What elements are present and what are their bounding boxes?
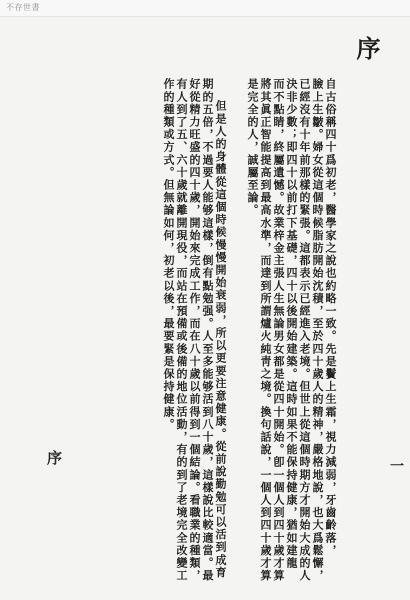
scan-header-bar — [0, 0, 410, 17]
text-column-13: 作的種類或方式。但無論如何，初老以後，最要緊是保持健康。 — [162, 78, 175, 431]
page-number: 一 — [390, 459, 404, 475]
text-column-12: 有人到了五、六十歲就離開現役，而站在預備或後備的地位活動，有的到了老境完全改變工 — [175, 78, 188, 582]
text-column-2: 臉上生皺。婦女從這個時候脂肪開始沈積，至於四十歲人的精神，嚴格地說，也大爲鬆懈， — [311, 78, 324, 582]
text-column-9: 但是人的身體從這個時候慢慢開始衰弱，所以更要注意健康。從前說勤勉可以活到成育 — [214, 100, 227, 579]
library-watermark: 不存世書 — [6, 3, 40, 12]
chapter-title: 序 — [352, 36, 381, 60]
text-column-3: 已經沒有十年前那樣的緊張。這都表示已經進入老境。但世上從這個時期方才開始大成的人 — [298, 78, 311, 582]
body-text-columns — [162, 78, 337, 582]
text-column-10: 期的五倍，不過要人能够這樣，倒有點勉强。人至多能够活到八十歲，這樣說比較適當。最 — [201, 78, 214, 582]
text-column-7: 是完全的人，誠屬至論。 — [246, 78, 259, 217]
text-column-5: 而不點睛，終屬遺憾。故業梓金主張人生無論男女都是從四十開始。卽一個人到四十歲才算 — [272, 78, 285, 582]
folio-label: 序 — [45, 450, 63, 465]
text-column-4: 決非少數；即四十以前打下基礎，四十以後開始建築。這時如果不能保持健康，猶如建龍 — [285, 78, 298, 570]
text-column-6: 將其眞正智能提高到最高水準，而達到所謂爐火純靑之境。換句話說，一個人到四十歲才算 — [259, 78, 272, 582]
text-column-1: 自古俗稱四十爲初老，醫學家之說也約略一致。先是鬢上生霜，視力減弱，牙齒齡落， — [324, 78, 337, 557]
text-column-11: 好從精力旺盛的四十歲，開始來完成工作，而在八十歲以前得到一個結論。看職業的種類， — [188, 78, 201, 582]
